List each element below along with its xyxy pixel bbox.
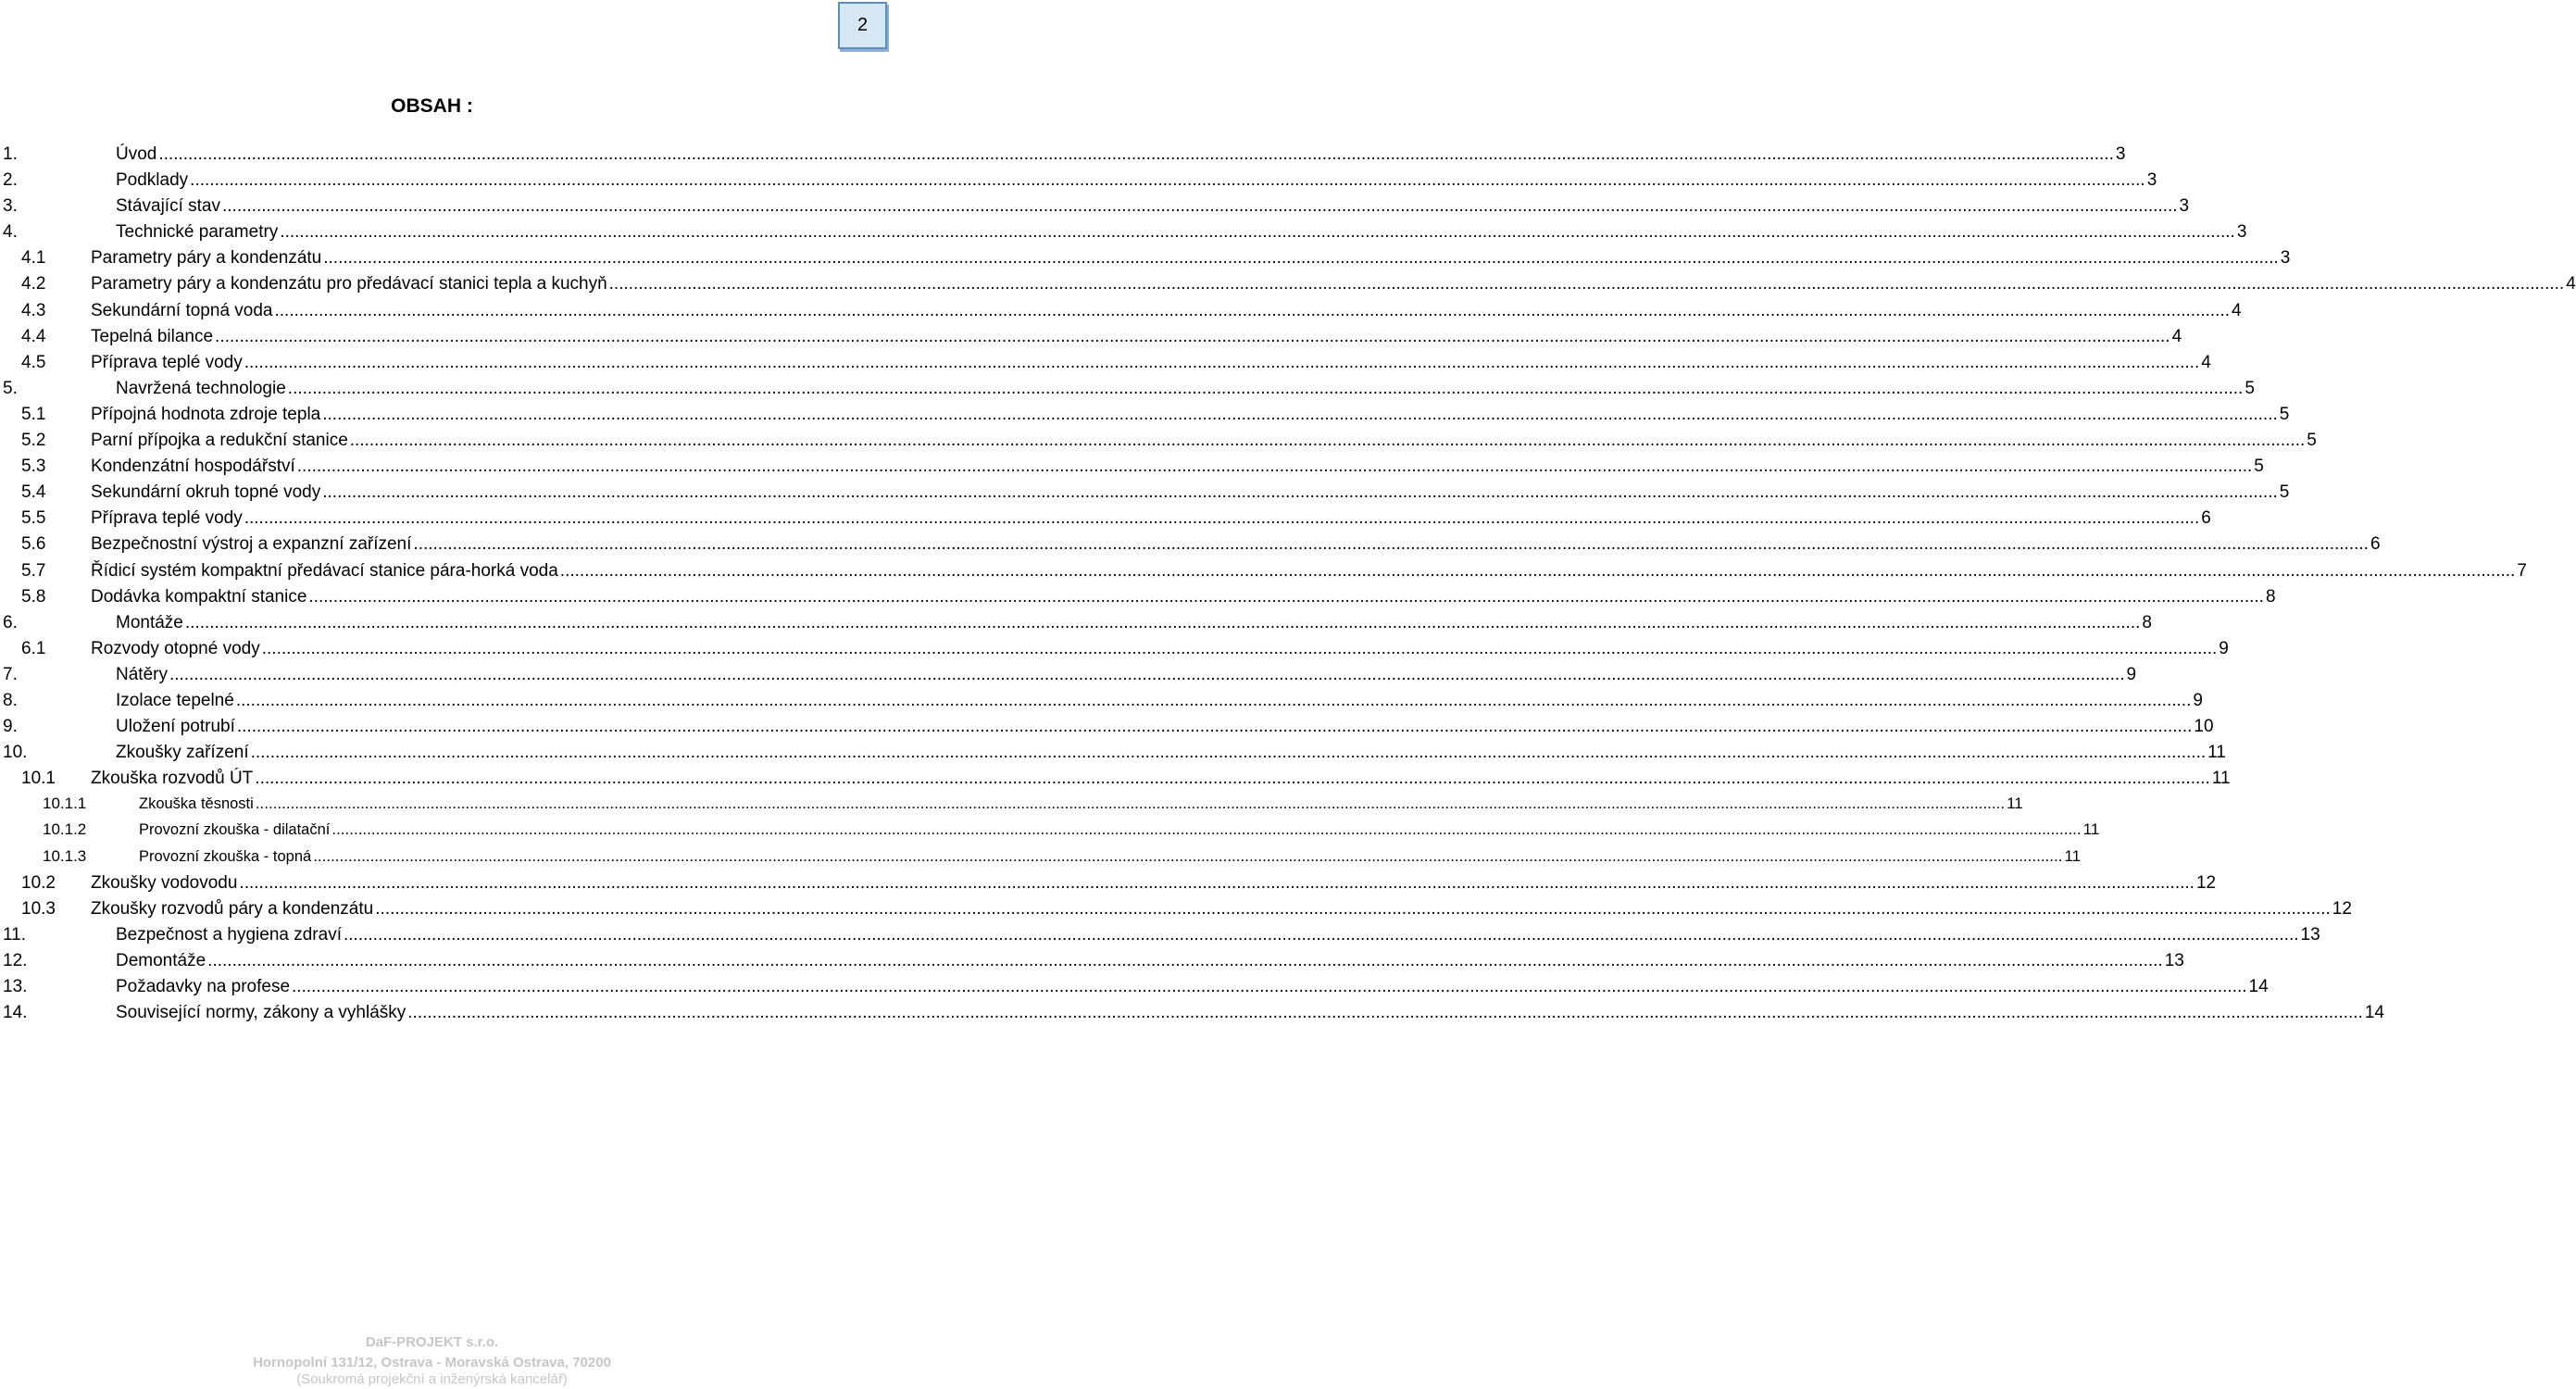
- toc-entry-label: Parametry páry a kondenzátu: [91, 248, 322, 269]
- toc-entry-page: 11: [2082, 820, 2100, 839]
- toc-entry-number: 5.1: [21, 404, 46, 424]
- toc-dot-leader: ................................................................................................................................................................................................................................................................................................................................................................................................................: [407, 1003, 2363, 1023]
- toc-entry-page: 6: [2201, 508, 2211, 529]
- table-of-contents: [0, 144, 2576, 1029]
- toc-dot-leader: ................................................................................................................................................................................................................................................................................................................................................................................................................: [190, 170, 2145, 191]
- toc-entry[interactable]: [0, 1003, 2384, 1029]
- toc-dot-leader: ................................................................................................................................................................................................................................................................................................................................................................................................................: [255, 769, 2210, 789]
- toc-dot-leader: ................................................................................................................................................................................................................................................................................................................................................................................................................: [313, 846, 2063, 865]
- toc-dot-leader: ................................................................................................................................................................................................................................................................................................................................................................................................................: [280, 222, 2235, 243]
- toc-entry-label: Izolace tepelné: [116, 690, 234, 710]
- toc-dot-leader: ................................................................................................................................................................................................................................................................................................................................................................................................................: [222, 196, 2178, 217]
- toc-entry-label: Sekundární okruh topné vody: [91, 482, 321, 503]
- toc-entry-number: 11.: [3, 924, 27, 945]
- toc-entry-page: 5: [2279, 404, 2290, 424]
- toc-entry-page: 13: [2300, 924, 2320, 945]
- page-number: 2: [857, 15, 869, 35]
- toc-entry[interactable]: [0, 222, 2247, 248]
- toc-entry[interactable]: [0, 378, 2255, 405]
- toc-entry-page: 3: [2179, 196, 2190, 217]
- toc-entry[interactable]: [0, 248, 2291, 274]
- toc-entry-page: 3: [2236, 222, 2247, 243]
- toc-entry-label: Provozní zkouška - topná: [139, 847, 312, 865]
- toc-dot-leader: ................................................................................................................................................................................................................................................................................................................................................................................................................: [250, 743, 2207, 763]
- toc-entry-page: 4: [2201, 352, 2211, 372]
- toc-entry-label: Uložení potrubí: [116, 717, 235, 737]
- toc-entry-label: Požadavky na profese: [116, 977, 291, 996]
- toc-dot-leader: ................................................................................................................................................................................................................................................................................................................................................................................................................: [207, 950, 2163, 970]
- toc-entry-number: 2.: [3, 170, 18, 191]
- toc-entry-label: Přípojná hodnota zdroje tepla: [91, 404, 321, 424]
- toc-entry-number: 10.1.3: [43, 846, 87, 865]
- toc-entry-number: 1.: [3, 144, 18, 164]
- toc-dot-leader: ................................................................................................................................................................................................................................................................................................................................................................................................................: [413, 534, 2369, 555]
- toc-entry-label: Parametry páry a kondenzátu pro předávací stanici tepla a kuchyň: [91, 274, 607, 294]
- footer-address: Hornopolní 131/12, Ostrava - Moravská Ostrava, 70200: [253, 1355, 611, 1370]
- toc-entry-number: 8.: [3, 690, 18, 710]
- toc-entry-page: 3: [2146, 170, 2157, 191]
- toc-entry[interactable]: [0, 743, 2226, 769]
- toc-dot-leader: ................................................................................................................................................................................................................................................................................................................................................................................................................: [184, 612, 2141, 632]
- toc-entry-label: Související normy, zákony a vyhlášky: [116, 1003, 406, 1023]
- toc-entry[interactable]: [0, 274, 2576, 300]
- toc-entry[interactable]: [0, 898, 2352, 925]
- toc-entry[interactable]: [0, 508, 2211, 534]
- toc-entry[interactable]: [0, 457, 2264, 482]
- toc-dot-leader: ................................................................................................................................................................................................................................................................................................................................................................................................................: [261, 638, 2218, 658]
- toc-entry-number: 4.: [3, 222, 18, 243]
- toc-dot-leader: ................................................................................................................................................................................................................................................................................................................................................................................................................: [308, 586, 2264, 607]
- toc-entry-page: 4: [2171, 326, 2182, 346]
- toc-entry[interactable]: [0, 820, 2100, 846]
- toc-entry-page: 12: [2195, 872, 2217, 893]
- toc-entry-number: 5.3: [21, 457, 46, 477]
- toc-entry-label: Dodávka kompaktní stanice: [91, 586, 307, 607]
- toc-dot-leader: ................................................................................................................................................................................................................................................................................................................................................................................................................: [244, 508, 2200, 529]
- toc-entry-page: 11: [2064, 846, 2082, 865]
- toc-entry-page: 12: [2332, 898, 2352, 919]
- toc-entry[interactable]: [0, 846, 2082, 873]
- toc-entry-label: Kondenzátní hospodářství: [91, 457, 295, 477]
- toc-entry[interactable]: [0, 690, 2203, 717]
- toc-entry-page: 8: [2142, 612, 2152, 632]
- toc-entry[interactable]: [0, 144, 2126, 170]
- toc-dot-leader: ................................................................................................................................................................................................................................................................................................................................................................................................................: [274, 300, 2231, 320]
- toc-entry[interactable]: [0, 196, 2190, 222]
- toc-entry-number: 10.: [3, 743, 28, 763]
- toc-entry-label: Úvod: [116, 144, 157, 164]
- toc-entry-page: 7: [2517, 560, 2527, 581]
- toc-entry-page: 11: [2211, 769, 2231, 789]
- toc-dot-leader: ................................................................................................................................................................................................................................................................................................................................................................................................................: [323, 248, 2279, 269]
- toc-dot-leader: ................................................................................................................................................................................................................................................................................................................................................................................................................: [292, 977, 2247, 996]
- toc-entry-number: 6.: [3, 612, 18, 632]
- toc-dot-leader: ................................................................................................................................................................................................................................................................................................................................................................................................................: [331, 820, 2082, 839]
- toc-entry-number: 4.5: [21, 352, 46, 372]
- toc-entry-page: 14: [2248, 977, 2269, 996]
- toc-entry-page: 4: [2566, 274, 2576, 294]
- toc-entry-label: Zkoušky rozvodů páry a kondenzátu: [91, 898, 374, 919]
- toc-dot-leader: ................................................................................................................................................................................................................................................................................................................................................................................................................: [322, 404, 2278, 424]
- toc-dot-leader: ................................................................................................................................................................................................................................................................................................................................................................................................................: [287, 378, 2244, 398]
- toc-entry-label: Technické parametry: [116, 222, 279, 243]
- toc-entry-label: Parní přípojka a redukční stanice: [91, 431, 348, 451]
- toc-entry[interactable]: [0, 560, 2527, 587]
- toc-entry-page: 3: [2115, 144, 2126, 164]
- toc-entry-page: 5: [2245, 378, 2255, 398]
- toc-entry[interactable]: [0, 717, 2214, 743]
- toc-entry-number: 12.: [3, 950, 28, 970]
- toc-entry-number: 10.1.2: [43, 820, 87, 839]
- toc-entry-label: Provozní zkouška - dilatační: [139, 821, 331, 839]
- toc-entry-label: Zkouška těsnosti: [139, 795, 254, 813]
- footer-company: DaF-PROJEKT s.r.o.: [365, 1334, 499, 1350]
- toc-entry-page: 9: [2126, 664, 2137, 684]
- toc-entry-number: 5.: [3, 378, 18, 398]
- toc-entry[interactable]: [0, 431, 2317, 457]
- toc-entry-number: 3.: [3, 196, 18, 217]
- toc-entry[interactable]: [0, 664, 2137, 691]
- toc-entry-page: 13: [2164, 950, 2184, 970]
- toc-entry[interactable]: [0, 170, 2157, 196]
- toc-entry-number: 10.2: [21, 872, 56, 893]
- toc-entry-number: 10.1: [21, 769, 56, 789]
- toc-entry-label: Řídicí systém kompaktní předávací stanice pára-horká voda: [91, 560, 558, 581]
- toc-entry-label: Zkoušky vodovodu: [91, 872, 238, 893]
- page-number-badge: [838, 2, 887, 49]
- toc-entry-page: 11: [2007, 795, 2023, 813]
- toc-dot-leader: ................................................................................................................................................................................................................................................................................................................................................................................................................: [296, 457, 2253, 477]
- toc-entry-page: 5: [2254, 457, 2264, 477]
- toc-entry-number: 5.7: [21, 560, 46, 581]
- toc-entry-page: 8: [2265, 586, 2276, 607]
- toc-entry-number: 5.4: [21, 482, 46, 503]
- toc-entry-page: 9: [2219, 638, 2229, 658]
- toc-entry-number: 13.: [3, 977, 28, 996]
- toc-entry[interactable]: [0, 482, 2290, 508]
- toc-dot-leader: ................................................................................................................................................................................................................................................................................................................................................................................................................: [255, 795, 2006, 813]
- toc-dot-leader: ................................................................................................................................................................................................................................................................................................................................................................................................................: [215, 326, 2170, 346]
- toc-dot-leader: ................................................................................................................................................................................................................................................................................................................................................................................................................: [239, 872, 2195, 893]
- toc-dot-leader: ................................................................................................................................................................................................................................................................................................................................................................................................................: [559, 560, 2516, 581]
- toc-entry-number: 5.2: [21, 431, 46, 451]
- toc-entry-label: Bezpečnostní výstroj a expanzní zařízení: [91, 534, 412, 555]
- toc-entry-number: 4.1: [21, 248, 46, 269]
- toc-entry-number: 10.3: [21, 898, 56, 919]
- toc-entry-label: Příprava teplé vody: [91, 508, 243, 529]
- toc-entry[interactable]: [0, 352, 2211, 379]
- toc-entry-label: Montáže: [116, 612, 183, 632]
- toc-entry-label: Demontáže: [116, 950, 206, 970]
- toc-entry[interactable]: [0, 300, 2242, 327]
- toc-entry-number: 5.8: [21, 586, 46, 607]
- toc-dot-leader: ................................................................................................................................................................................................................................................................................................................................................................................................................: [236, 717, 2193, 737]
- toc-entry-label: Navržená technologie: [116, 378, 286, 398]
- toc-entry-label: Zkouška rozvodů ÚT: [91, 769, 254, 789]
- toc-dot-leader: ................................................................................................................................................................................................................................................................................................................................................................................................................: [349, 431, 2306, 451]
- toc-entry-page: 4: [2232, 300, 2242, 320]
- toc-dot-leader: ................................................................................................................................................................................................................................................................................................................................................................................................................: [169, 664, 2125, 684]
- toc-dot-leader: ................................................................................................................................................................................................................................................................................................................................................................................................................: [158, 144, 2114, 164]
- toc-entry-page: 10: [2194, 717, 2214, 737]
- toc-dot-leader: ................................................................................................................................................................................................................................................................................................................................................................................................................: [375, 898, 2331, 919]
- toc-entry[interactable]: [0, 404, 2290, 431]
- toc-entry-label: Rozvody otopné vody: [91, 638, 260, 658]
- toc-entry-label: Stávající stav: [116, 196, 220, 217]
- toc-entry-page: 9: [2193, 690, 2203, 710]
- toc-entry-label: Nátěry: [116, 664, 168, 684]
- toc-entry[interactable]: [0, 586, 2276, 613]
- footer-note: (Soukromá projekční a inženýrská kancelář): [296, 1371, 568, 1387]
- toc-entry-number: 4.2: [21, 274, 46, 294]
- toc-dot-leader: ................................................................................................................................................................................................................................................................................................................................................................................................................: [344, 924, 2299, 945]
- toc-entry[interactable]: [0, 950, 2184, 977]
- toc-dot-leader: ................................................................................................................................................................................................................................................................................................................................................................................................................: [608, 274, 2565, 294]
- toc-entry-number: 10.1.1: [43, 795, 87, 813]
- toc-entry-number: 14.: [3, 1003, 28, 1023]
- toc-entry-number: 4.4: [21, 326, 46, 346]
- toc-entry[interactable]: [0, 769, 2231, 795]
- toc-dot-leader: ................................................................................................................................................................................................................................................................................................................................................................................................................: [244, 352, 2200, 372]
- toc-entry-number: 4.3: [21, 300, 46, 320]
- toc-entry[interactable]: [0, 612, 2152, 639]
- toc-entry-label: Sekundární topná voda: [91, 300, 273, 320]
- toc-entry[interactable]: [0, 795, 2023, 820]
- toc-entry-page: 5: [2307, 431, 2317, 451]
- toc-entry-page: 5: [2279, 482, 2290, 503]
- toc-entry-page: 6: [2370, 534, 2381, 555]
- toc-entry-label: Zkoušky zařízení: [116, 743, 249, 763]
- toc-entry-page: 14: [2364, 1003, 2384, 1023]
- toc-entry-number: 6.1: [21, 638, 46, 658]
- toc-entry[interactable]: [0, 872, 2217, 899]
- toc-entry[interactable]: [0, 977, 2269, 1003]
- toc-entry[interactable]: [0, 638, 2229, 665]
- toc-entry-number: 7.: [3, 664, 18, 684]
- toc-entry[interactable]: [0, 924, 2320, 951]
- toc-entry-label: Tepelná bilance: [91, 326, 214, 346]
- toc-entry-page: 3: [2280, 248, 2291, 269]
- toc-entry-label: Bezpečnost a hygiena zdraví: [116, 924, 342, 945]
- toc-entry-label: Podklady: [116, 170, 189, 191]
- page-title: OBSAH :: [391, 95, 473, 117]
- toc-entry-number: 5.6: [21, 534, 46, 555]
- toc-entry-number: 5.5: [21, 508, 46, 529]
- toc-entry[interactable]: [0, 326, 2182, 353]
- toc-entry-number: 9.: [3, 717, 18, 737]
- toc-entry[interactable]: [0, 534, 2381, 560]
- toc-entry-label: Příprava teplé vody: [91, 352, 243, 372]
- toc-dot-leader: ................................................................................................................................................................................................................................................................................................................................................................................................................: [322, 482, 2278, 503]
- toc-entry-page: 11: [2207, 743, 2226, 763]
- toc-dot-leader: ................................................................................................................................................................................................................................................................................................................................................................................................................: [235, 690, 2192, 710]
